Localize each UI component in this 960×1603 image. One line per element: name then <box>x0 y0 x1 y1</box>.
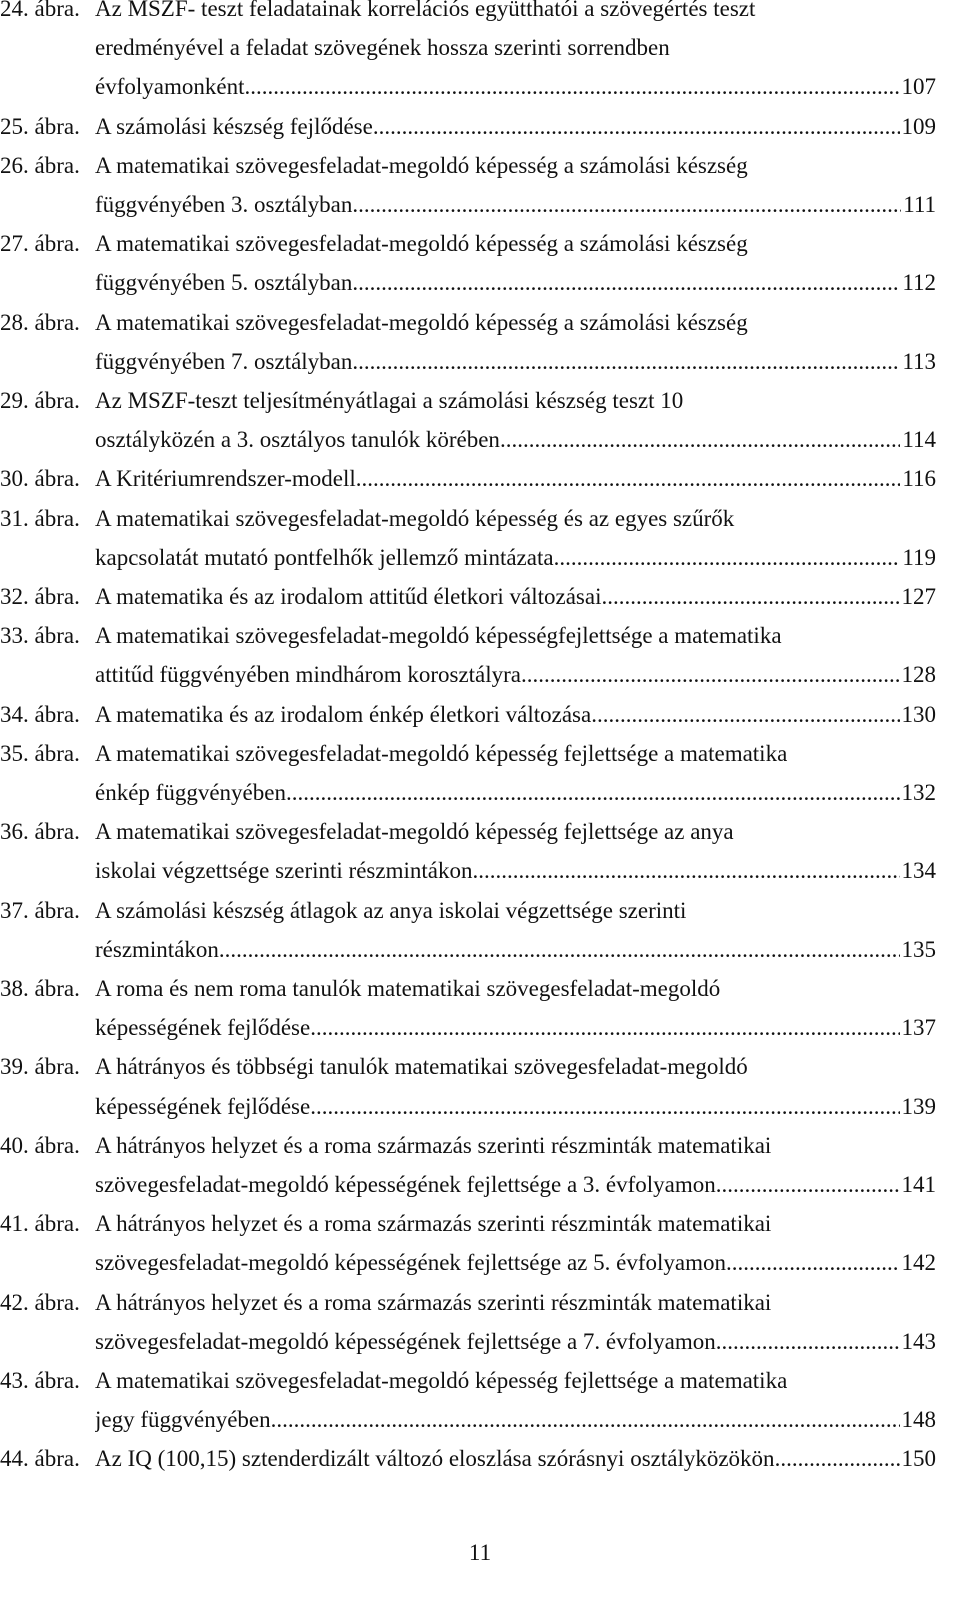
figure-caption-last-line <box>95 466 936 492</box>
figure-caption-line: A matematikai szövegesfeladat-megoldó képesség fejlettsége az anya <box>95 819 734 845</box>
figure-page-reference: 130 <box>901 701 936 727</box>
figure-caption-line: eredményével a feladat szövegének hossza szerinti sorrendben <box>95 35 670 61</box>
figure-caption-text: szövegesfeladat-megoldó képességének fejlettsége a 7. évfolyamon <box>95 1328 716 1354</box>
figure-number: 41. ábra. <box>0 1211 80 1237</box>
figure-caption-last-line <box>95 114 936 140</box>
dot-leader <box>500 427 900 453</box>
figure-caption-text: A matematika és az irodalom attitűd életkori változásai <box>95 584 602 609</box>
figure-page-reference: 141 <box>901 1172 936 1197</box>
figure-caption-last-line <box>95 1094 936 1120</box>
figure-page-reference: 109 <box>901 113 936 139</box>
figure-caption-last-line <box>95 74 936 100</box>
figure-caption-text: osztályközén a 3. osztályos tanulók körében <box>95 427 500 453</box>
figure-caption-text: A Kritériumrendszer-modell <box>95 466 356 492</box>
figure-caption-last-line <box>95 1407 936 1433</box>
figure-caption-line: A matematikai szövegesfeladat-megoldó képesség a számolási készség <box>95 231 748 257</box>
dot-leader <box>716 1329 900 1355</box>
figure-number: 44. ábra. <box>0 1446 80 1472</box>
figure-number: 40. ábra. <box>0 1132 80 1158</box>
figure-page-reference: 113 <box>902 348 936 374</box>
dot-leader <box>310 1094 899 1120</box>
figure-caption-text: énkép függvényében <box>95 780 286 805</box>
figure-caption-text: részmintákon <box>95 936 219 962</box>
page-number: 11 <box>468 1540 492 1565</box>
figure-caption-last-line <box>95 1172 936 1198</box>
figure-number: 43. ábra. <box>0 1368 80 1393</box>
figure-number: 42. ábra. <box>0 1289 80 1315</box>
figure-caption-last-line <box>95 584 936 610</box>
figure-number: 25. ábra. <box>0 113 80 139</box>
figure-page-reference: 127 <box>901 584 936 609</box>
figure-page-reference: 142 <box>901 1250 936 1276</box>
figure-page-reference: 128 <box>901 662 936 688</box>
figure-page-reference: 114 <box>902 427 936 453</box>
figure-number: 37. ábra. <box>0 897 80 923</box>
dot-leader <box>310 1015 899 1041</box>
figure-number: 27. ábra. <box>0 231 80 257</box>
figure-caption-last-line <box>95 1015 936 1041</box>
dot-leader <box>554 545 901 571</box>
figure-caption-line: A matematikai szövegesfeladat-megoldó képesség fejlettsége a matematika <box>95 740 788 766</box>
figure-number: 32. ábra. <box>0 584 80 609</box>
figure-caption-text: függvényében 3. osztályban <box>95 192 353 217</box>
figure-caption-last-line <box>95 937 936 963</box>
figure-caption-last-line <box>95 349 936 375</box>
figure-caption-last-line <box>95 1446 936 1472</box>
dot-leader <box>219 937 900 963</box>
figure-caption-text: A számolási készség fejlődése <box>95 113 373 139</box>
dot-leader <box>286 780 900 806</box>
figure-caption-line: A matematikai szövegesfeladat-megoldó képesség a számolási készség <box>95 152 748 178</box>
figure-number: 36. ábra. <box>0 819 80 845</box>
figure-number: 34. ábra. <box>0 701 80 727</box>
figure-page-reference: 139 <box>901 1093 936 1119</box>
dot-leader <box>472 858 899 884</box>
figure-caption-line: A hátrányos és többségi tanulók matematikai szövegesfeladat-megoldó <box>95 1054 748 1080</box>
figure-caption-last-line <box>95 702 936 728</box>
figure-page-reference: 137 <box>901 1015 936 1041</box>
figure-number: 38. ábra. <box>0 976 80 1001</box>
figure-caption-text: szövegesfeladat-megoldó képességének fejlettsége a 3. évfolyamon <box>95 1172 716 1197</box>
figure-caption-line: Az MSZF- teszt feladatainak korrelációs együtthatói a szövegértés teszt <box>95 0 756 21</box>
figure-number: 28. ábra. <box>0 309 80 335</box>
dot-leader <box>352 349 900 375</box>
figure-caption-line: A matematikai szövegesfeladat-megoldó képesség fejlettsége a matematika <box>95 1368 788 1393</box>
figure-caption-last-line <box>95 858 936 884</box>
figure-caption-last-line <box>95 780 936 806</box>
figure-caption-last-line <box>95 1250 936 1276</box>
figure-caption-text: képességének fejlődése <box>95 1015 311 1041</box>
figure-caption-line: A matematikai szövegesfeladat-megoldó képesség és az egyes szűrők <box>95 505 735 531</box>
figure-caption-last-line <box>95 662 936 688</box>
figure-number: 35. ábra. <box>0 740 80 766</box>
figure-caption-text: kapcsolatát mutató pontfelhők jellemző mintázata <box>95 544 554 570</box>
figure-caption-line: A számolási készség átlagok az anya iskolai végzettsége szerinti <box>95 897 687 923</box>
figure-caption-text: szövegesfeladat-megoldó képességének fejlettsége az 5. évfolyamon <box>95 1250 726 1276</box>
figure-page-reference: 150 <box>901 1446 936 1472</box>
dot-leader <box>244 74 899 100</box>
figure-page-reference: 119 <box>902 544 936 570</box>
figure-caption-line: A hátrányos helyzet és a roma származás szerinti részminták matematikai <box>95 1211 772 1237</box>
figure-caption-line: A matematikai szövegesfeladat-megoldó képességfejlettsége a matematika <box>95 623 782 649</box>
dot-leader <box>716 1172 900 1198</box>
dot-leader <box>601 584 899 610</box>
figure-number: 39. ábra. <box>0 1054 80 1080</box>
figure-page-reference: 107 <box>901 74 936 100</box>
figure-caption-text: A matematika és az irodalom énkép életkori változása <box>95 701 592 727</box>
figure-number: 24. ábra. <box>0 0 80 21</box>
figure-caption-last-line <box>95 545 936 571</box>
figure-caption-text: évfolyamonként <box>95 74 245 100</box>
dot-leader <box>356 466 901 492</box>
figure-number: 29. ábra. <box>0 388 80 413</box>
figure-page-reference: 148 <box>901 1407 936 1433</box>
figure-caption-text: jegy függvényében <box>95 1407 271 1433</box>
figure-number: 30. ábra. <box>0 466 80 492</box>
figure-caption-text: képességének fejlődése <box>95 1093 311 1119</box>
figure-caption-text: attitűd függvényében mindhárom korosztályra <box>95 662 522 688</box>
figure-number: 31. ábra. <box>0 505 80 531</box>
figure-caption-line: A hátrányos helyzet és a roma származás szerinti részminták matematikai <box>95 1289 772 1315</box>
figure-page-reference: 116 <box>902 466 936 492</box>
figure-caption-last-line <box>95 427 936 453</box>
dot-leader <box>521 662 899 688</box>
figure-page-reference: 111 <box>903 192 936 217</box>
figure-caption-line: A hátrányos helyzet és a roma származás szerinti részminták matematikai <box>95 1132 772 1158</box>
figure-caption-line: A roma és nem roma tanulók matematikai szövegesfeladat-megoldó <box>95 976 721 1001</box>
figure-page-reference: 143 <box>901 1328 936 1354</box>
figure-page-reference: 134 <box>901 858 936 884</box>
figure-caption-line: A matematikai szövegesfeladat-megoldó képesség a számolási készség <box>95 309 748 335</box>
dot-leader <box>352 192 901 218</box>
figure-number: 33. ábra. <box>0 623 80 649</box>
figure-caption-text: függvényében 7. osztályban <box>95 348 353 374</box>
figure-number: 26. ábra. <box>0 152 80 178</box>
figure-page-reference: 112 <box>902 270 936 296</box>
dot-leader <box>373 114 900 140</box>
figure-caption-text: iskolai végzettsége szerinti részmintákon <box>95 858 473 884</box>
figure-caption-last-line <box>95 270 936 296</box>
figure-caption-line: Az MSZF-teszt teljesítményátlagai a számolási készség teszt 10 <box>95 388 684 413</box>
figure-caption-text: Az IQ (100,15) sztenderdizált változó eloszlása szórásnyi osztályközökön <box>95 1446 775 1472</box>
figure-caption-text: függvényében 5. osztályban <box>95 270 353 296</box>
dot-leader <box>271 1407 900 1433</box>
dot-leader <box>726 1250 900 1276</box>
dot-leader <box>591 702 899 728</box>
dot-leader <box>352 270 900 296</box>
figure-caption-last-line <box>95 192 936 218</box>
figure-page-reference: 135 <box>901 936 936 962</box>
figure-caption-last-line <box>95 1329 936 1355</box>
figure-page-reference: 132 <box>901 780 936 805</box>
dot-leader <box>775 1446 900 1472</box>
